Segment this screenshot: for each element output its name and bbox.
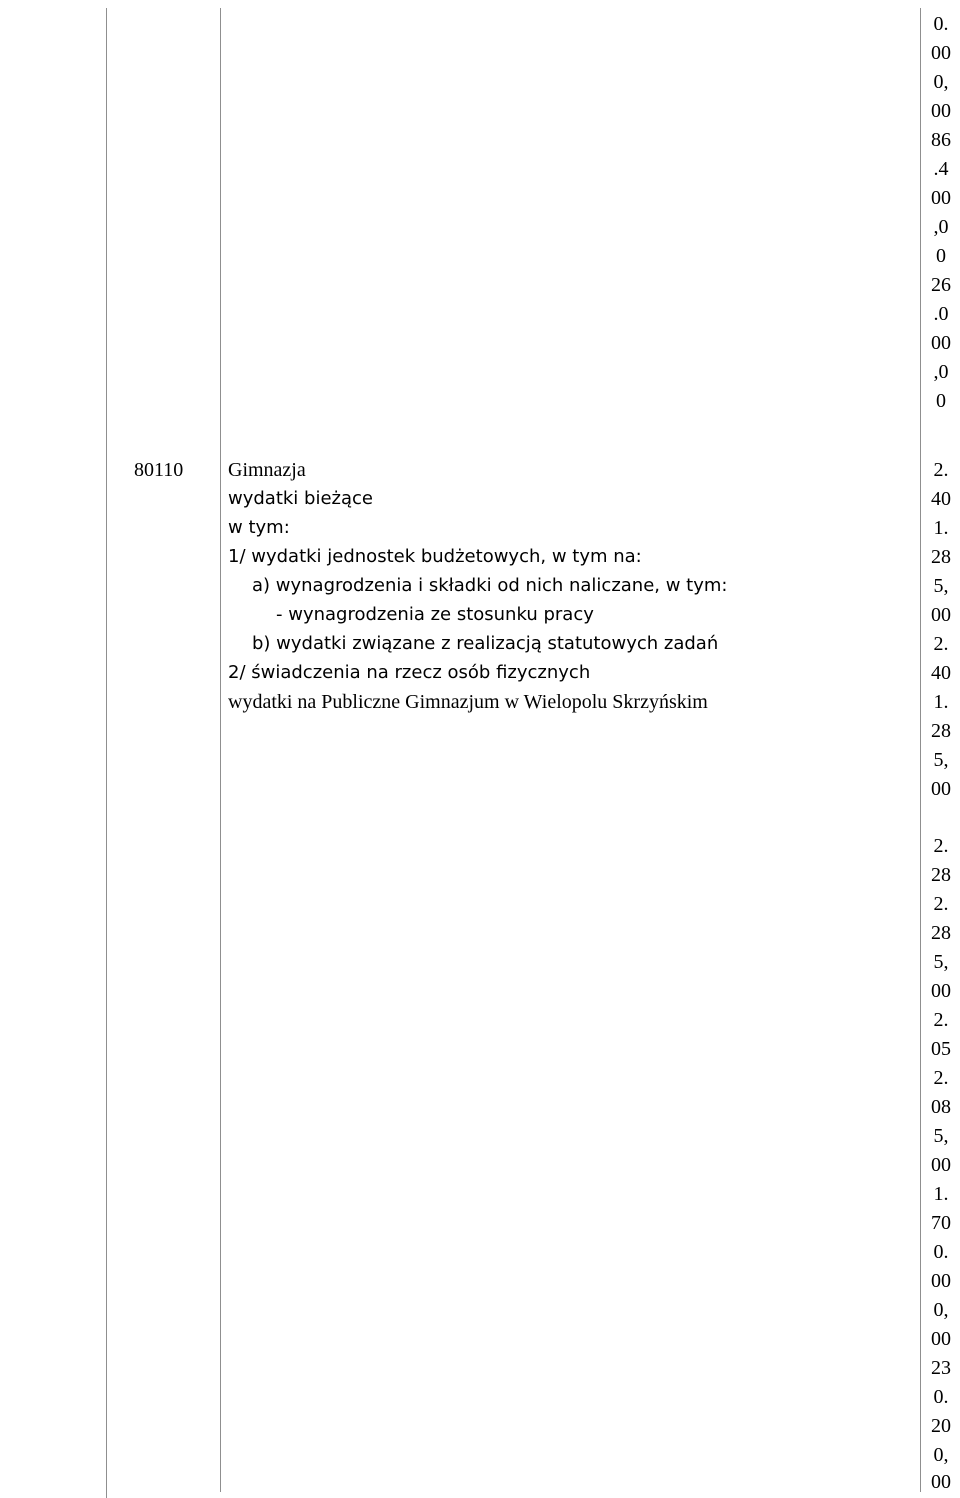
description-line: w tym:	[228, 517, 290, 538]
amount-fragment: 00	[931, 1270, 951, 1292]
amount-fragment: 28	[931, 864, 951, 886]
amount-fragment: 08	[931, 1096, 951, 1118]
description-line: a) wynagrodzenia i składki od nich naliczane, w tym:	[252, 575, 728, 596]
amount-fragment: 5,	[933, 575, 949, 597]
amount-fragment: 1.	[933, 691, 949, 713]
table-border-left	[106, 8, 107, 1498]
description-line: wydatki na Publiczne Gimnazjum w Wielopolu Skrzyńskim	[228, 691, 708, 713]
amount-fragment: 0	[936, 245, 946, 267]
amount-fragment: 00	[931, 1154, 951, 1176]
amount-fragment: 00	[931, 332, 951, 354]
amount-fragment: .4	[933, 158, 949, 180]
amount-fragment: 5,	[933, 1125, 949, 1147]
table-divider-amount	[920, 8, 921, 1492]
amount-fragment: 70	[931, 1212, 951, 1234]
amount-fragment: 00	[931, 604, 951, 626]
amount-fragment: 20	[931, 1415, 951, 1437]
description-line: b) wydatki związane z realizacją statutowych zadań	[252, 633, 719, 654]
amount-fragment: 28	[931, 546, 951, 568]
amount-fragment: 23	[931, 1357, 951, 1379]
amount-fragment: 40	[931, 662, 951, 684]
section-title: Gimnazja	[228, 459, 306, 481]
amount-fragment: 0	[936, 390, 946, 412]
description-line: wydatki bieżące	[228, 488, 373, 509]
amount-fragment: 2.	[933, 835, 949, 857]
amount-fragment: 2.	[933, 893, 949, 915]
amount-fragment: 00	[931, 100, 951, 122]
table-divider-code	[220, 8, 221, 1492]
description-line: 2/ świadczenia na rzecz osób fizycznych	[228, 662, 591, 683]
amount-fragment: 2.	[933, 459, 949, 481]
amount-fragment: 0,	[933, 1299, 949, 1321]
amount-fragment: 2.	[933, 1009, 949, 1031]
amount-fragment: 00	[931, 778, 951, 800]
description-line: - wynagrodzenia ze stosunku pracy	[276, 604, 594, 625]
description-line: 1/ wydatki jednostek budżetowych, w tym na:	[228, 546, 642, 567]
amount-fragment: 1.	[933, 517, 949, 539]
amount-fragment: 0.	[933, 13, 949, 35]
amount-fragment: 00	[931, 1471, 951, 1493]
amount-fragment: 26	[931, 274, 951, 296]
amount-fragment: ,0	[933, 216, 949, 238]
section-code: 80110	[134, 459, 184, 481]
amount-fragment: 0.	[933, 1386, 949, 1408]
amount-fragment: 5,	[933, 951, 949, 973]
amount-fragment: 00	[931, 42, 951, 64]
amount-fragment: 5,	[933, 749, 949, 771]
amount-fragment: 40	[931, 488, 951, 510]
amount-fragment: 05	[931, 1038, 951, 1060]
amount-fragment: 0,	[933, 1444, 949, 1466]
amount-fragment: 00	[931, 187, 951, 209]
amount-fragment: 28	[931, 922, 951, 944]
amount-fragment: .0	[933, 303, 949, 325]
amount-fragment: 00	[931, 980, 951, 1002]
amount-fragment: 1.	[933, 1183, 949, 1205]
amount-fragment: 2.	[933, 633, 949, 655]
amount-fragment: ,0	[933, 361, 949, 383]
amount-fragment: 28	[931, 720, 951, 742]
amount-fragment: 00	[931, 1328, 951, 1350]
amount-fragment: 2.	[933, 1067, 949, 1089]
amount-fragment: 0.	[933, 1241, 949, 1263]
amount-fragment: 0,	[933, 71, 949, 93]
amount-fragment: 86	[931, 129, 951, 151]
table-bottom-border	[106, 1496, 107, 1497]
